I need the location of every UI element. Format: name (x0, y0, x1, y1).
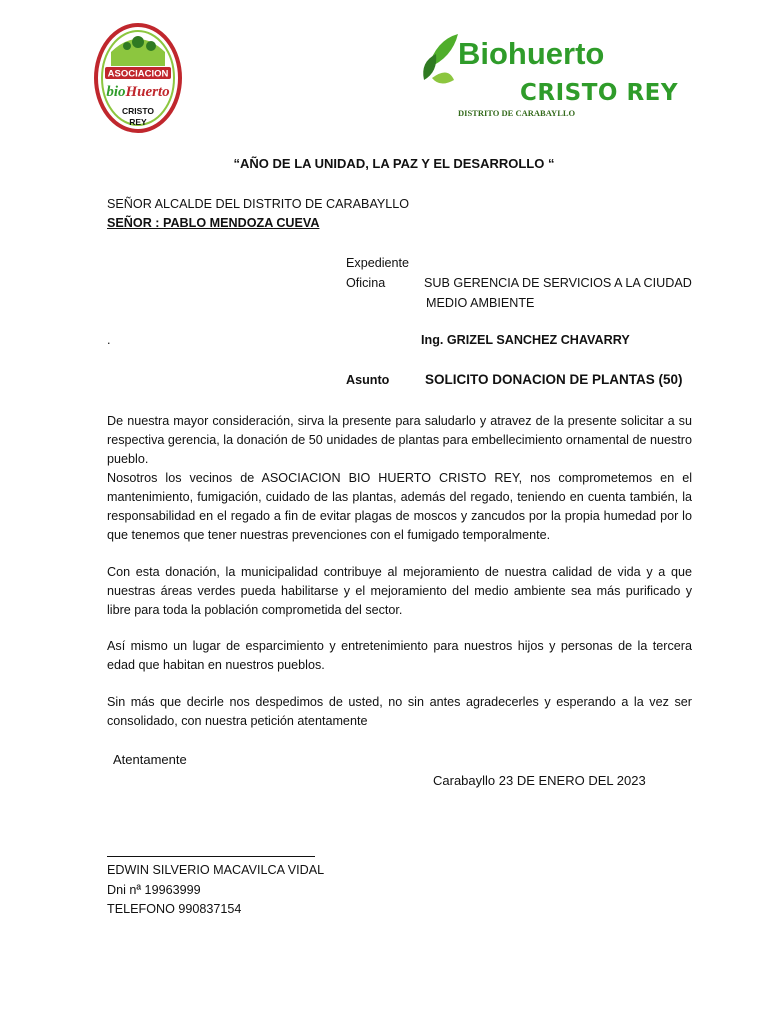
asociacion-biohuerto-seal-logo (93, 22, 183, 134)
oficina-line2: MEDIO AMBIENTE (426, 296, 535, 310)
place-date: Carabayllo 23 DE ENERO DEL 2023 (433, 773, 646, 788)
body-paragraph-3: Así mismo un lugar de esparcimiento y entretenimiento para nuestros hijos y personas de la tercera edad que habitan en nuestros pueblos. (107, 639, 692, 672)
seal-top-label: ASOCIACION (107, 68, 169, 80)
signer-name: EDWIN SILVERIO MACAVILCA VIDAL (107, 863, 325, 877)
signature-line (107, 842, 315, 857)
signer-phone: TELEFONO 990837154 (107, 902, 242, 916)
body-paragraph-4: Sin más que decirle nos despedimos de usted, no sin antes agradecerles y esperando a la vez ser consolidado, con nuestra petición atentamente (107, 695, 692, 728)
expediente-label: Expediente (346, 256, 410, 270)
oficina-label: Oficina (346, 276, 386, 290)
separator-dot: . (107, 333, 111, 347)
asunto-label: Asunto (346, 373, 390, 387)
signer-dni: Dni nª 19963999 (107, 883, 201, 897)
seal-brand-huerto: Huerto (125, 84, 170, 100)
asunto-text: SOLICITO DONACION DE PLANTAS (50) (425, 372, 683, 387)
body-paragraph-1 (107, 412, 692, 545)
year-motto: “AÑO DE LA UNIDAD, LA PAZ Y EL DESARROLLO “ (233, 156, 555, 171)
seal-tree-icon (132, 36, 144, 48)
recipient-line1: SEÑOR ALCALDE DEL DISTRITO DE CARABAYLLO (107, 197, 410, 211)
svg-text:bioHuerto (106, 84, 169, 100)
seal-brand-bio: bio (106, 84, 126, 100)
logo-district: DISTRITO DE CARABAYLLO (458, 108, 576, 118)
body-paragraph-1b: Nosotros los vecinos de ASOCIACION BIO HUERTO CRISTO REY, nos comprometemos en el mantenimiento, fumigación, cuidado de las plantas, además del regado, teniendo en cuenta también, la responsabilidad en el regado a fin de evitar plagas de moscos y zancudos por la propia humedad por lo que tenemos que tener nuestras prevenciones con el fumigado temporalmente. (107, 471, 692, 542)
closing-text: Atentamente (113, 752, 187, 767)
logo-subtitle: CRISTO REY (520, 80, 679, 106)
engineer-name: Ing. GRIZEL SANCHEZ CHAVARRY (421, 333, 630, 347)
recipient-line2: SEÑOR : PABLO MENDOZA CUEVA (107, 216, 320, 230)
oficina-line1: SUB GERENCIA DE SERVICIOS A LA CIUDAD (424, 276, 692, 290)
seal-sub-line1: CRISTO (122, 106, 154, 116)
body-paragraph-2: Con esta donación, la municipalidad contribuye al mejoramiento de nuestra calidad de vida y a que nuestras áreas verdes pueda habilitarse y el mejoramiento del medio ambiente sea más purificado y libre para toda la población comprometida del sector. (107, 565, 692, 617)
body-paragraph-1a: De nuestra mayor consideración, sirva la presente para saludarlo y atravez de la presente solicitar a su respectiva gerencia, la donación de 50 unidades de plantas para embellecimiento ornamental de nuestro pueblo. (107, 414, 692, 466)
logo-title: Biohuerto (458, 36, 605, 71)
seal-sub-line2: REY (129, 117, 147, 127)
